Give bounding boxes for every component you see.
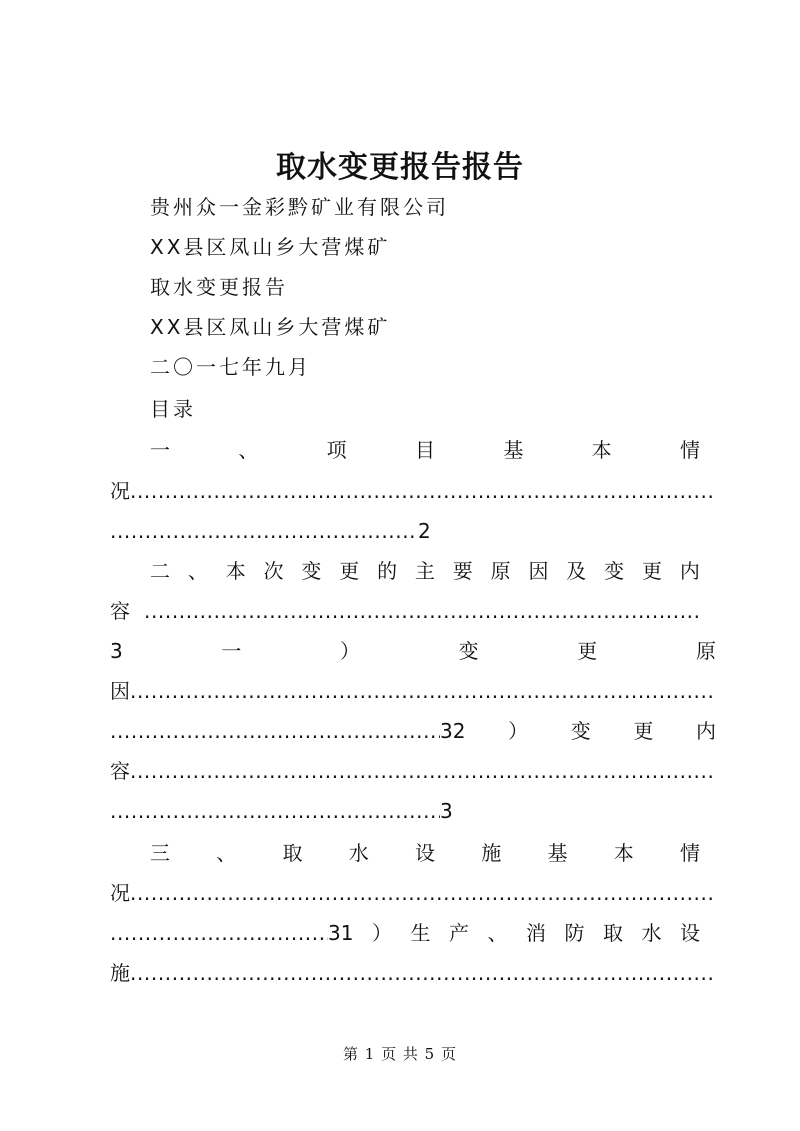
toc-char: 水 bbox=[348, 841, 369, 865]
toc-char: 基 bbox=[503, 438, 524, 462]
toc-char: 情 bbox=[679, 438, 700, 462]
toc-char: 内 bbox=[679, 559, 700, 583]
toc-leader-dots bbox=[130, 757, 716, 785]
toc-char: 、 bbox=[238, 438, 259, 462]
report-date: 二〇一七年九月 bbox=[150, 355, 311, 379]
toc-leader-dots bbox=[130, 959, 716, 987]
toc-char: 变 bbox=[570, 719, 591, 743]
toc-char: 三 bbox=[150, 841, 170, 865]
toc-page-number: 3 bbox=[440, 799, 453, 823]
toc-char: 生 bbox=[410, 921, 431, 945]
toc-lead-char: 况 bbox=[110, 479, 130, 503]
toc-char: 水 bbox=[641, 921, 662, 945]
toc-line-10 bbox=[110, 797, 716, 825]
toc-lead-char: 况 bbox=[110, 881, 130, 905]
toc-char: 主 bbox=[414, 559, 435, 583]
toc-line-12 bbox=[110, 879, 716, 907]
toc-line-6 bbox=[110, 637, 716, 665]
toc-line-8 bbox=[110, 717, 716, 745]
toc-char: 变 bbox=[301, 559, 322, 583]
toc-char: 变 bbox=[458, 639, 479, 663]
toc-line-9 bbox=[110, 757, 716, 785]
toc-char: 、 bbox=[187, 559, 208, 583]
toc-leader-dots bbox=[110, 797, 440, 825]
toc-char: 目 bbox=[414, 438, 435, 462]
toc-page-number: 31 bbox=[328, 921, 354, 945]
toc-char: 施 bbox=[481, 841, 502, 865]
toc-char: 次 bbox=[263, 559, 284, 583]
toc-lead-char: 容 bbox=[110, 599, 130, 623]
company-name: 贵州众一金彩黔矿业有限公司 bbox=[150, 195, 449, 219]
toc-char: 、 bbox=[216, 841, 237, 865]
toc-line-11 bbox=[150, 839, 700, 867]
toc-char: 本 bbox=[225, 559, 246, 583]
toc-page-number: 32 bbox=[440, 719, 466, 743]
toc-char: 的 bbox=[377, 559, 398, 583]
toc-leader-dots bbox=[130, 879, 716, 907]
toc-char: 原 bbox=[490, 559, 511, 583]
toc-char: 项 bbox=[326, 438, 347, 462]
toc-line-5 bbox=[110, 597, 700, 625]
toc-char: 要 bbox=[452, 559, 473, 583]
toc-lead-char: 因 bbox=[110, 679, 130, 703]
toc-char: ） bbox=[340, 639, 361, 663]
toc-lead-char: 施 bbox=[110, 961, 130, 985]
toc-line-14 bbox=[110, 959, 716, 987]
toc-line-13-tail bbox=[328, 919, 700, 947]
toc-char: 情 bbox=[680, 841, 700, 865]
toc-char: 设 bbox=[679, 921, 700, 945]
toc-page-number: 2 bbox=[418, 519, 431, 543]
toc-leader-dots bbox=[130, 477, 716, 505]
toc-char: 二 bbox=[150, 559, 170, 583]
toc-char: 本 bbox=[591, 438, 612, 462]
toc-char: ） bbox=[508, 719, 529, 743]
toc-lead-char: 容 bbox=[110, 759, 130, 783]
toc-heading: 目录 bbox=[150, 397, 196, 421]
toc-char: 、 bbox=[487, 921, 508, 945]
toc-char: 一 bbox=[150, 438, 170, 462]
toc-char: 内 bbox=[695, 719, 716, 743]
toc-char: 产 bbox=[448, 921, 469, 945]
toc-char: 取 bbox=[282, 841, 303, 865]
toc-char: 更 bbox=[577, 639, 598, 663]
toc-line-4 bbox=[150, 557, 700, 585]
page-footer: 第 1 页 共 5 页 bbox=[343, 1045, 457, 1063]
toc-char: 更 bbox=[339, 559, 360, 583]
report-name: 取水变更报告 bbox=[150, 275, 288, 299]
toc-char: 基 bbox=[547, 841, 568, 865]
mine-name: XX县区凤山乡大营煤矿 bbox=[150, 235, 391, 259]
toc-char: 及 bbox=[566, 559, 587, 583]
toc-line-7 bbox=[110, 677, 716, 705]
toc-char: 一 bbox=[221, 639, 242, 663]
toc-char: 本 bbox=[613, 841, 634, 865]
toc-char: 消 bbox=[525, 921, 546, 945]
toc-line-8-tail bbox=[440, 717, 716, 745]
toc-char: 取 bbox=[602, 921, 623, 945]
toc-leader-dots bbox=[110, 717, 440, 745]
toc-line-2 bbox=[110, 477, 716, 505]
toc-char: 防 bbox=[564, 921, 585, 945]
document-title: 取水变更报告报告 bbox=[276, 150, 524, 185]
toc-leader-dots bbox=[110, 517, 418, 545]
toc-char: 设 bbox=[415, 841, 435, 865]
toc-line-13 bbox=[110, 919, 700, 947]
toc-line-1 bbox=[150, 436, 700, 464]
toc-line-3 bbox=[110, 517, 716, 545]
toc-char: 原 bbox=[695, 639, 716, 663]
toc-leader-dots bbox=[144, 597, 700, 625]
mine-name-repeat: XX县区凤山乡大营煤矿 bbox=[150, 315, 391, 339]
toc-char: 更 bbox=[641, 559, 662, 583]
toc-char: ） bbox=[371, 921, 392, 945]
toc-char: 更 bbox=[633, 719, 654, 743]
toc-char: 变 bbox=[604, 559, 625, 583]
toc-char: 因 bbox=[528, 559, 549, 583]
toc-leader-dots bbox=[130, 677, 716, 705]
toc-char: 3 bbox=[110, 639, 123, 663]
toc-leader-dots bbox=[110, 919, 328, 947]
